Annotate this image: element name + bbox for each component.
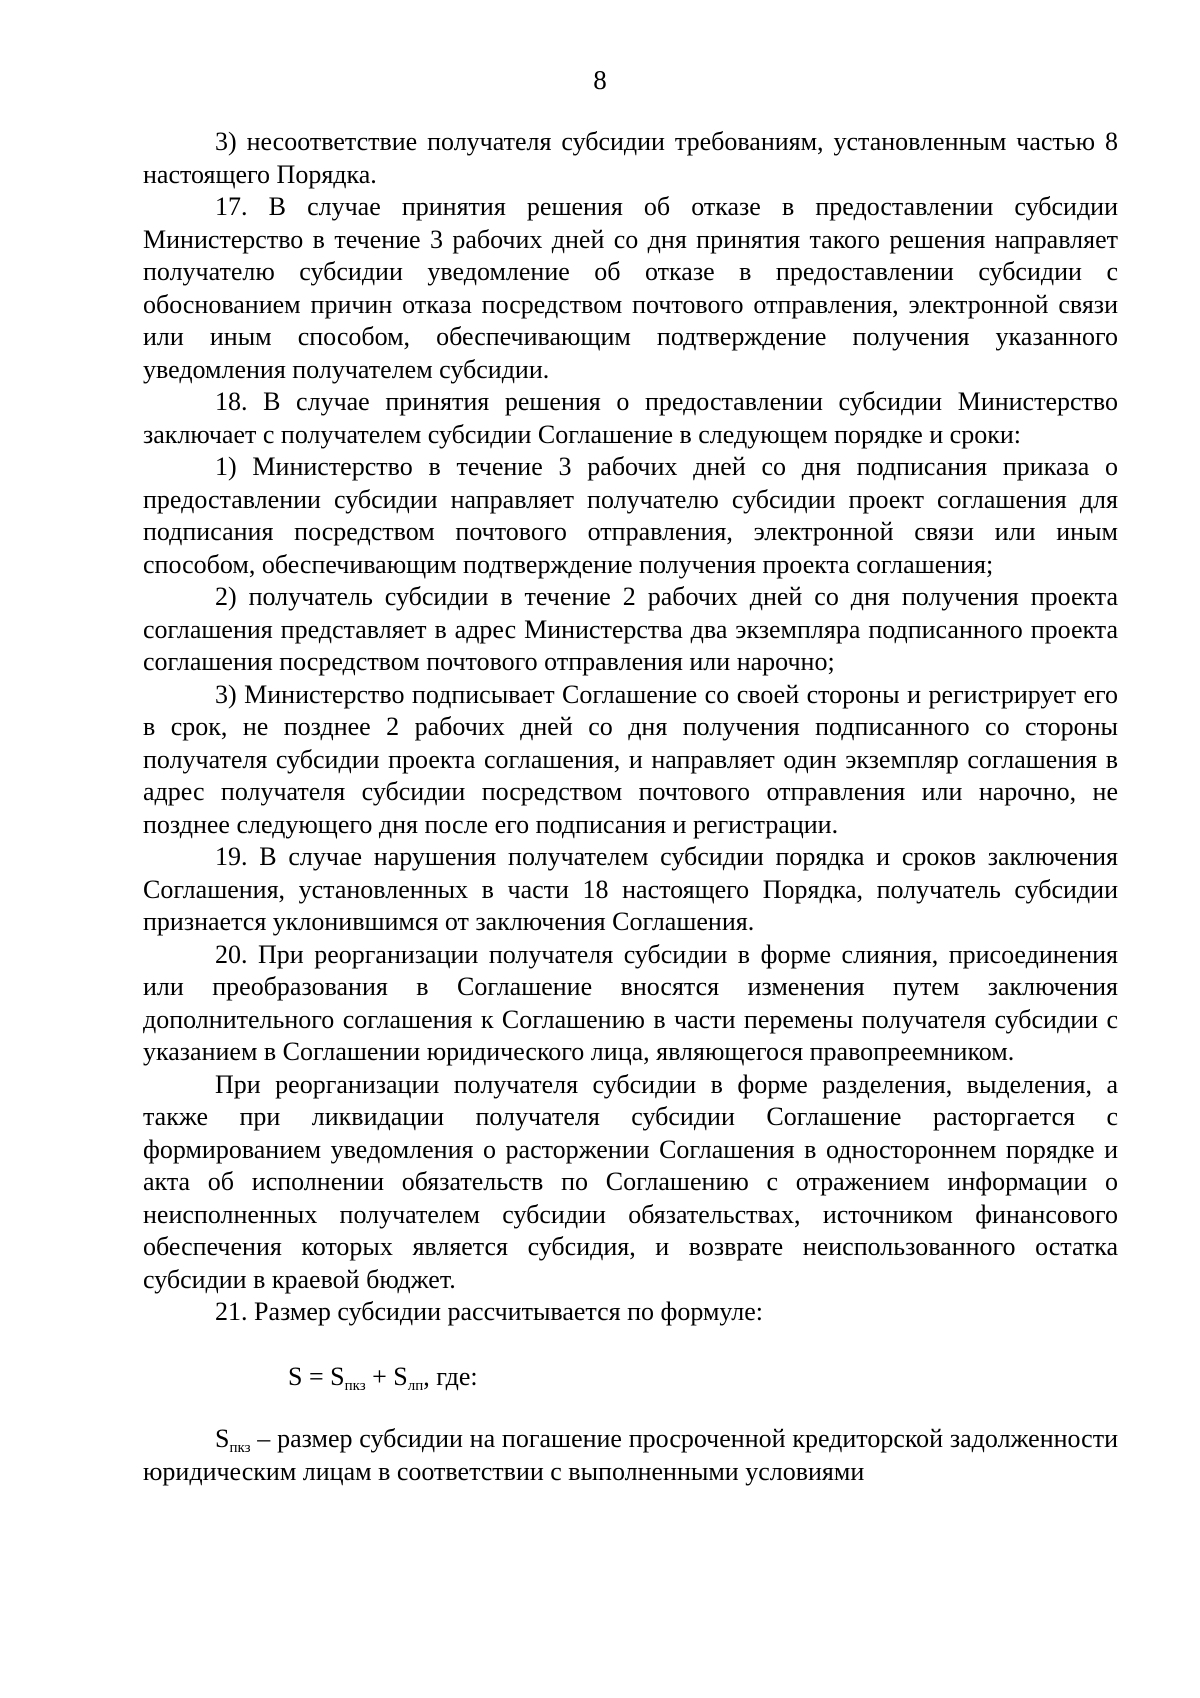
definition-subscript: пкз [229, 1440, 251, 1456]
definition-text: – размер субсидии на погашение просроченной кредиторской задолженности юридическим лицам в соответствии с выполненными условиями [143, 1424, 1118, 1486]
formula-subscript-pkz: пкз [344, 1377, 366, 1394]
definition-symbol: S [215, 1424, 230, 1453]
paragraph-19-violation: 19. В случае нарушения получателем субсидии порядка и сроков заключения Соглашения, установленных в части 18 настоящего Порядка, получатель субсидии признается уклонившимся от заключения Соглашения. [143, 842, 1118, 936]
formula-subscript-lp: лп [407, 1377, 424, 1394]
document-body [143, 126, 1118, 1488]
page-number: 8 [593, 65, 607, 95]
paragraph-20-reorganization: 20. При реорганизации получателя субсидии в форме слияния, присоединения или преобразования в Соглашение вносятся изменения путем заключения дополнительного соглашения к Соглашению в части перемены получателя субсидии с указанием в Соглашении юридического лица, являющегося правопреемником. [143, 939, 1118, 1066]
paragraph-21-formula-intro: 21. Размер субсидии рассчитывается по формуле: [215, 1297, 764, 1326]
formula-plus: + S [365, 1361, 408, 1391]
formula-lhs: S = S [288, 1361, 345, 1391]
paragraph-18-item-1: 1) Министерство в течение 3 рабочих дней со дня подписания приказа о предоставлении субсидии направляет получателю субсидии проект соглашения для подписания посредством почтового отправления, электронной связи или иным способом, обеспечивающим подтверждение получения проекта соглашения; [143, 452, 1118, 579]
paragraph-18-item-2: 2) получатель субсидии в течение 2 рабочих дней со дня получения проекта соглашения представляет в адрес Министерства два экземпляра подписанного проекта соглашения посредством почтового отправления или нарочно; [143, 582, 1118, 676]
definition-s-pkz [143, 1423, 1118, 1488]
paragraph-18-agreement: 18. В случае принятия решения о предоставлении субсидии Министерство заключает с получателем субсидии Соглашение в следующем порядке и сроки: [143, 387, 1118, 449]
paragraph-17-refusal: 17. В случае принятия решения об отказе в предоставлении субсидии Министерство в течение 3 рабочих дней со дня принятия такого решения направляет получателю субсидии уведомление об отказе в предоставлении субсидии с обоснованием причин отказа посредством почтового отправления, электронной связи или иным способом, обеспечивающим подтверждение получения указанного уведомления получателем субсидии. [143, 192, 1118, 384]
paragraph-18-item-3: 3) Министерство подписывает Соглашение со своей стороны и регистрирует его в срок, не позднее 2 рабочих дней со дня получения подписанного со стороны получателя субсидии проекта соглашения, и направляет один экземпляр соглашения в адрес получателя субсидии посредством почтового отправления или нарочно, не позднее следующего дня после его подписания и регистрации. [143, 679, 1118, 839]
subsidy-formula [143, 1361, 1118, 1394]
formula-tail: , где: [423, 1361, 478, 1391]
paragraph-20-liquidation: При реорганизации получателя субсидии в форме разделения, выделения, а также при ликвидации получателя субсидии Соглашение расторгается с формированием уведомления о расторжении Соглашения в одностороннем порядке и акта об исполнении обязательств по Соглашению с отражением информации о неисполненных получателем субсидии обязательствах, источником финансового обеспечения которых является субсидия, и возврате неиспользованного остатка субсидии в краевой бюджет. [143, 1069, 1118, 1294]
paragraph-item-3-requirements: 3) несоответствие получателя субсидии требованиям, установленным частью 8 настоящего Порядка. [143, 127, 1118, 189]
